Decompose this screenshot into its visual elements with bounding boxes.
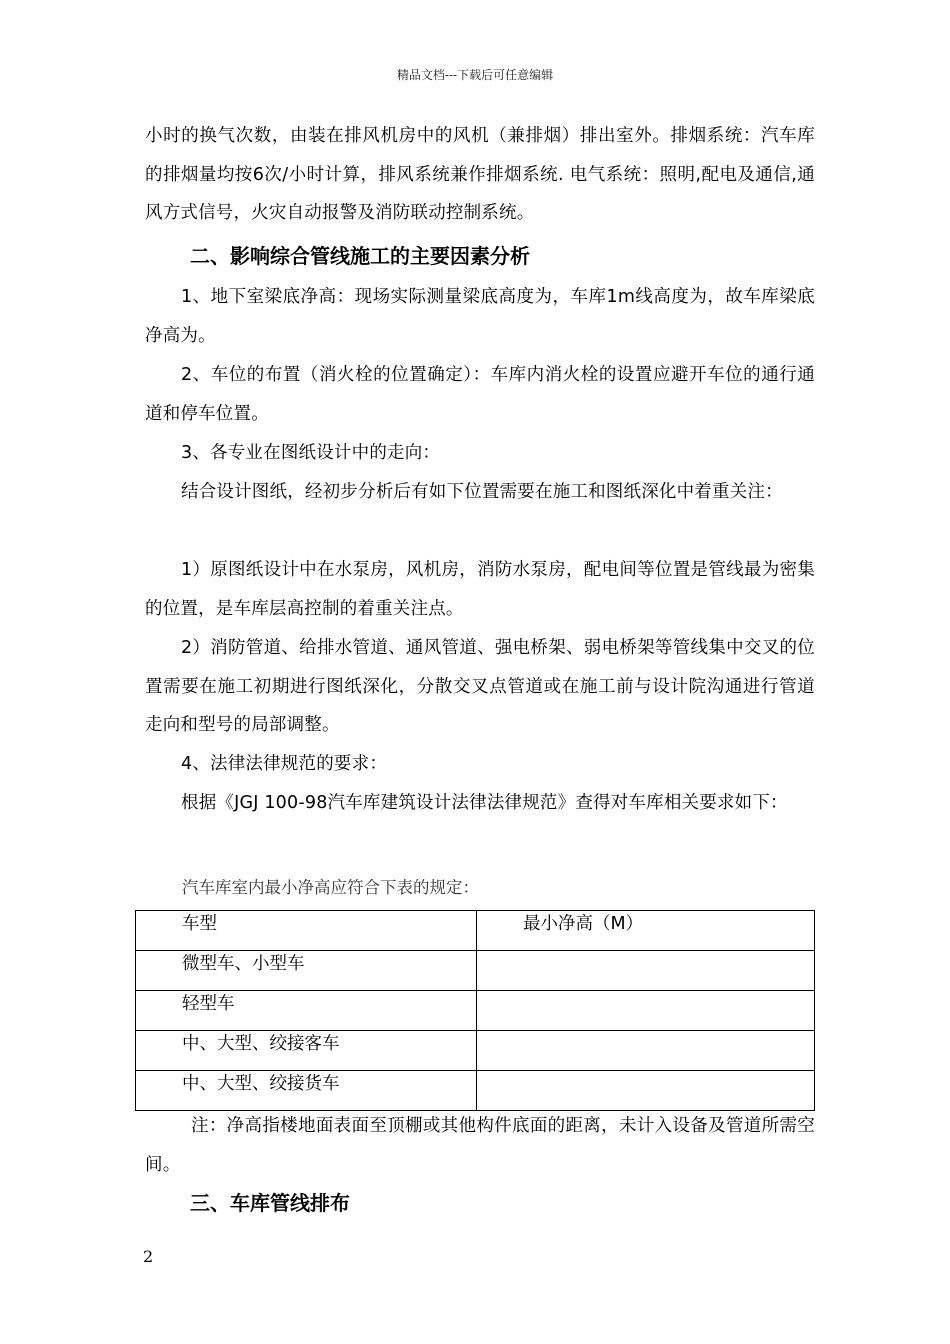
page-header-note: 精品文档---下载后可任意编辑 <box>396 68 554 82</box>
paragraph-dense-locations: 1）原图纸设计中在水泵房，风机房，消防水泵房，配电间等位置是管线最为密集的位置，是车库层高控制的着重关注点。 <box>145 560 815 619</box>
table-header-row <box>136 911 815 951</box>
table-header-cell: 最小净高（M） <box>477 911 815 951</box>
table-row <box>136 951 815 991</box>
table-row <box>136 991 815 1031</box>
table-row <box>136 1071 815 1111</box>
paragraph-beam-height: 1、地下室梁底净高：现场实际测量梁底高度为，车库1m线高度为，故车库梁底净高为。 <box>145 287 815 346</box>
table-caption: 汽车库室内最小净高应符合下表的规定： <box>182 878 479 897</box>
table-cell: 中、大型、绞接客车 <box>136 1031 477 1071</box>
table-cell: 轻型车 <box>136 991 477 1031</box>
paragraph-parking-layout: 2、车位的布置（消火栓的位置确定）：车库内消火栓的设置应避开车位的通行通道和停车位置。 <box>145 365 815 424</box>
table-cell: 微型车、小型车 <box>136 951 477 991</box>
clearance-table <box>135 910 815 1111</box>
paragraph-crossing-pipes: 2）消防管道、给排水管道、通风管道、强电桥架、弱电桥架等管线集中交叉的位置需要在施工初期进行图纸深化，分散交叉点管道或在施工前与设计院沟通进行管道走向和型号的局部调整。 <box>145 638 815 736</box>
section-heading-2: 二、影响综合管线施工的主要因素分析 <box>190 244 530 268</box>
table-cell: 中、大型、绞接货车 <box>136 1071 477 1111</box>
paragraph-design-direction: 3、各专业在图纸设计中的走向： <box>181 443 441 463</box>
page-number: 2 <box>143 1247 154 1266</box>
table-cell <box>477 991 815 1031</box>
table-row <box>136 1031 815 1071</box>
paragraph-design-summary: 结合设计图纸，经初步分析后有如下位置需要在施工和图纸深化中着重关注： <box>181 482 783 502</box>
table-cell <box>477 1071 815 1111</box>
paragraph-standard-ref: 根据《JGJ 100-98汽车库建筑设计法律法律规范》查得对车库相关要求如下： <box>181 793 788 813</box>
paragraph-note: 注：净高指楼地面表面至顶棚或其他构件底面的距离，未计入设备及管道所需空间。 <box>145 1116 815 1175</box>
table-cell <box>477 951 815 991</box>
paragraph-ventilation: 小时的换气次数，由装在排风机房中的风机（兼排烟）排出室外。排烟系统：汽车库的排烟量均按6次/小时计算，排风系统兼作排烟系统. 电气系统：照明,配电及通信,通风方式信号，火灾自动报警及消防联动控制系统。 <box>145 126 815 224</box>
table-header-cell: 车型 <box>136 911 477 951</box>
section-heading-3: 三、车库管线排布 <box>190 1191 350 1215</box>
paragraph-regulations: 4、法律法律规范的要求： <box>181 754 388 774</box>
table-cell <box>477 1031 815 1071</box>
